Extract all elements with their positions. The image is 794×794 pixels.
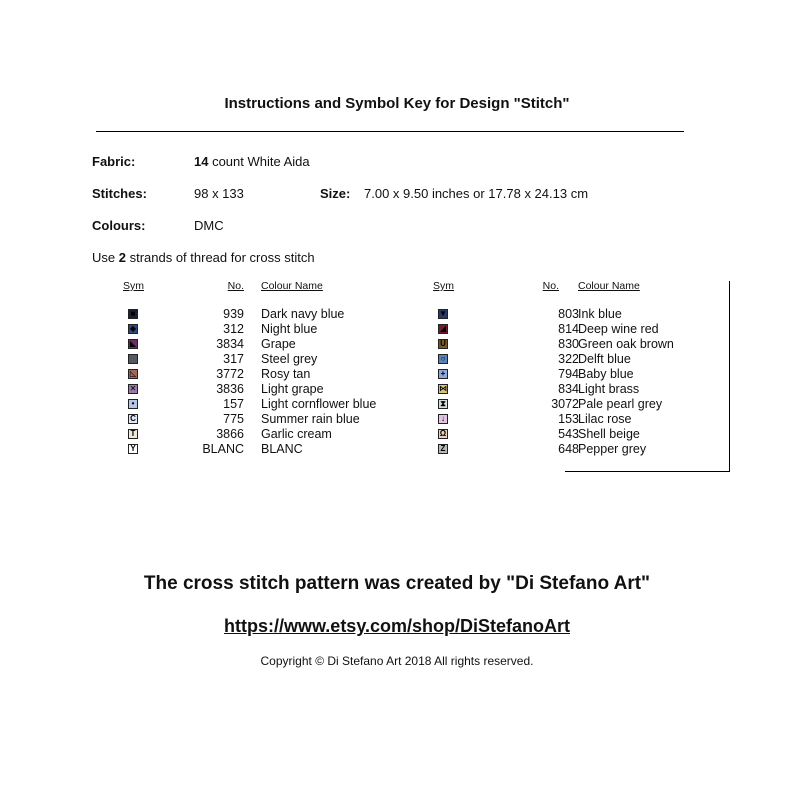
dmc-number: 312 [223, 322, 244, 336]
right-header-sym: Sym [433, 280, 454, 292]
dmc-number: 939 [223, 307, 244, 321]
left-header-name: Colour Name [261, 280, 323, 292]
symbol-swatch: • [128, 399, 138, 409]
colour-name: Delft blue [578, 352, 631, 366]
right-header-name: Colour Name [578, 280, 640, 292]
table-row [420, 322, 740, 337]
shop-link[interactable]: https://www.etsy.com/shop/DiStefanoArt [223, 616, 571, 636]
colour-name: Garlic cream [261, 427, 332, 441]
table-row [420, 307, 740, 322]
colour-name: Rosy tan [261, 367, 311, 381]
table-row [0, 382, 420, 397]
dmc-number: 648 [558, 442, 579, 456]
stitches-label: Stitches: [92, 186, 147, 201]
dmc-number: 830 [558, 337, 579, 351]
strands-note [92, 250, 315, 265]
colour-name: Lilac rose [578, 412, 632, 426]
fabric-label: Fabric: [92, 154, 136, 169]
symbol-swatch: ◣ [129, 339, 137, 348]
dmc-number: 3866 [216, 427, 244, 441]
table-row [420, 367, 740, 382]
symbol-swatch: ◆ [129, 324, 137, 333]
dmc-number: 3072 [551, 397, 579, 411]
fabric-value [194, 154, 310, 169]
fabric-rest: count White Aida [208, 154, 310, 169]
table-row [0, 442, 420, 457]
dmc-number: 157 [223, 397, 244, 411]
symbol-swatch: ✕ [129, 384, 137, 393]
colour-name: Light grape [261, 382, 324, 396]
dmc-number: 3836 [216, 382, 244, 396]
dmc-number: 803 [558, 307, 579, 321]
symbol-swatch: ↓ [438, 414, 448, 424]
symbol-swatch: Ω [439, 429, 447, 438]
colour-name: Pale pearl grey [578, 397, 663, 411]
table-row [0, 367, 420, 382]
colour-name: Night blue [261, 322, 318, 336]
symbol-swatch: ◢ [439, 324, 447, 333]
left-header-sym: Sym [123, 280, 144, 292]
dmc-number: 834 [558, 382, 579, 396]
dmc-number: 317 [223, 352, 244, 366]
left-header-no: No. [227, 280, 244, 292]
stitches-value: 98 x 133 [194, 186, 244, 201]
colour-name: Steel grey [261, 352, 318, 366]
symbol-swatch: ⧗ [438, 399, 448, 409]
colour-name: BLANC [261, 442, 303, 456]
copyright-notice: Copyright © Di Stefano Art 2018 All rights reserved. [260, 654, 534, 668]
table-row [420, 412, 740, 427]
colour-name: Green oak brown [578, 337, 674, 351]
colour-name: Light brass [578, 382, 640, 396]
right-header-no: No. [542, 280, 559, 292]
symbol-swatch: + [438, 369, 448, 379]
colour-name: Dark navy blue [261, 307, 345, 321]
table-row [0, 397, 420, 412]
colour-name: Light cornflower blue [261, 397, 377, 411]
table-row [420, 382, 740, 397]
colour-name: Summer rain blue [261, 412, 360, 426]
table-row [0, 412, 420, 427]
symbol-swatch: ○ [438, 354, 448, 364]
dmc-number: 543 [558, 427, 579, 441]
strands-prefix: Use [92, 250, 119, 265]
table-row [420, 442, 740, 457]
symbol-swatch: Z [438, 444, 448, 454]
dmc-number: 3834 [216, 337, 244, 351]
colours-label: Colours: [92, 218, 146, 233]
size-label: Size: [320, 186, 351, 201]
strands-count: 2 [118, 250, 126, 265]
symbol-swatch: ◺ [129, 369, 137, 378]
symbol-swatch: T [128, 429, 138, 439]
colours-value: DMC [194, 218, 224, 233]
table-row [0, 427, 420, 442]
symbol-swatch: ▼ [439, 309, 447, 318]
colour-name: Ink blue [578, 307, 622, 321]
symbol-swatch: ⋈ [439, 384, 447, 393]
symbol-swatch: C [128, 414, 138, 424]
symbol-swatch: Y [128, 444, 138, 454]
table-row [0, 337, 420, 352]
symbol-swatch: ■ [128, 309, 138, 319]
symbol-swatch: U [438, 339, 448, 349]
table-border-bottom [565, 471, 730, 472]
symbol-swatch [128, 354, 138, 364]
title-divider [96, 131, 684, 132]
fabric-count: 14 [194, 154, 209, 169]
table-row [420, 427, 740, 442]
colour-name: Baby blue [578, 367, 634, 381]
table-row [0, 322, 420, 337]
strands-suffix: strands of thread for cross stitch [125, 250, 315, 265]
dmc-number: 794 [558, 367, 579, 381]
table-row [420, 397, 740, 412]
table-row [0, 307, 420, 322]
size-value: 7.00 x 9.50 inches or 17.78 x 24.13 cm [364, 186, 589, 201]
colour-name: Pepper grey [578, 442, 647, 456]
table-border-right [729, 281, 730, 471]
dmc-number: 153 [558, 412, 579, 426]
dmc-number: 814 [558, 322, 579, 336]
colour-name: Shell beige [578, 427, 640, 441]
dmc-number: 3772 [216, 367, 244, 381]
dmc-number: 322 [558, 352, 579, 366]
table-row [0, 352, 420, 367]
table-row [420, 352, 740, 367]
credit-line: The cross stitch pattern was created by "Di Stefano Art" [143, 573, 651, 594]
colour-name: Deep wine red [578, 322, 659, 336]
page-title: Instructions and Symbol Key for Design "Stitch" [224, 95, 570, 112]
table-row [420, 337, 740, 352]
colour-name: Grape [261, 337, 296, 351]
dmc-number: BLANC [202, 442, 244, 456]
dmc-number: 775 [223, 412, 244, 426]
